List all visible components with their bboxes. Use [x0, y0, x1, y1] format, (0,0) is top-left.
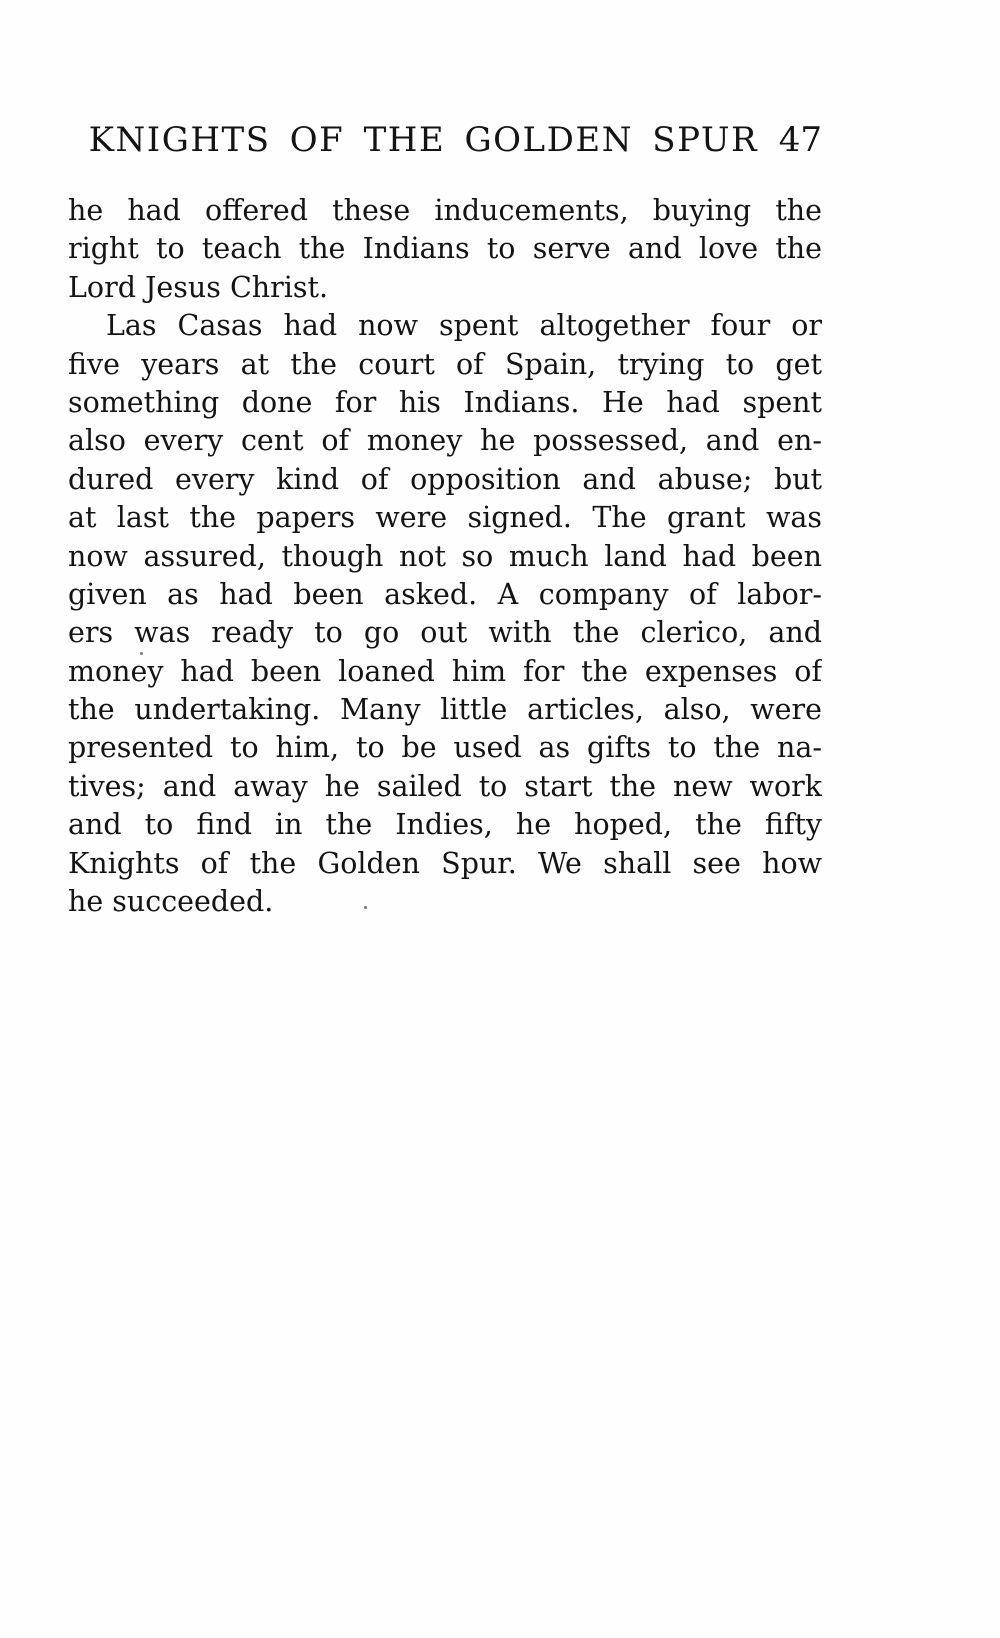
text-line: he succeeded.	[68, 885, 274, 919]
text-line: Lord Jesus Christ.	[68, 270, 329, 304]
header-title: KNIGHTS OF THE GOLDEN SPUR	[88, 120, 759, 160]
text-line: the undertaking. Many little articles, also, were	[68, 693, 822, 727]
paragraph	[68, 192, 822, 307]
text-line: given as had been asked. A company of labor-	[68, 577, 822, 611]
text-line: money had been loaned him for the expenses of	[68, 654, 822, 688]
text-line: ers was ready to go out with the clerico, and	[68, 616, 822, 650]
paragraph	[68, 307, 822, 921]
text-line: tives; and away he sailed to start the new work	[68, 769, 822, 803]
running-header	[68, 120, 822, 160]
text-column	[68, 120, 822, 921]
page-number: 47	[778, 120, 822, 160]
text-line: Las Casas had now spent altogether four or	[106, 309, 822, 343]
text-line: at last the papers were signed. The grant was	[68, 501, 822, 535]
text-line: five years at the court of Spain, trying to get	[68, 347, 822, 381]
text-line: now assured, though not so much land had been	[68, 539, 822, 573]
text-line: Knights of the Golden Spur. We shall see how	[68, 846, 822, 880]
text-line: right to teach the Indians to serve and love the	[68, 232, 822, 266]
text-line: something done for his Indians. He had spent	[68, 385, 822, 419]
text-line: he had offered these inducements, buying the	[68, 194, 822, 227]
text-line: presented to him, to be used as gifts to the na-	[68, 731, 822, 765]
text-line: and to find in the Indies, he hoped, the fifty	[68, 808, 822, 842]
scan-speck	[364, 906, 367, 909]
text-line: also every cent of money he possessed, and en-	[68, 424, 822, 458]
page-body	[68, 192, 822, 921]
scan-speck	[140, 652, 143, 655]
text-line: dured every kind of opposition and abuse; but	[68, 462, 822, 496]
